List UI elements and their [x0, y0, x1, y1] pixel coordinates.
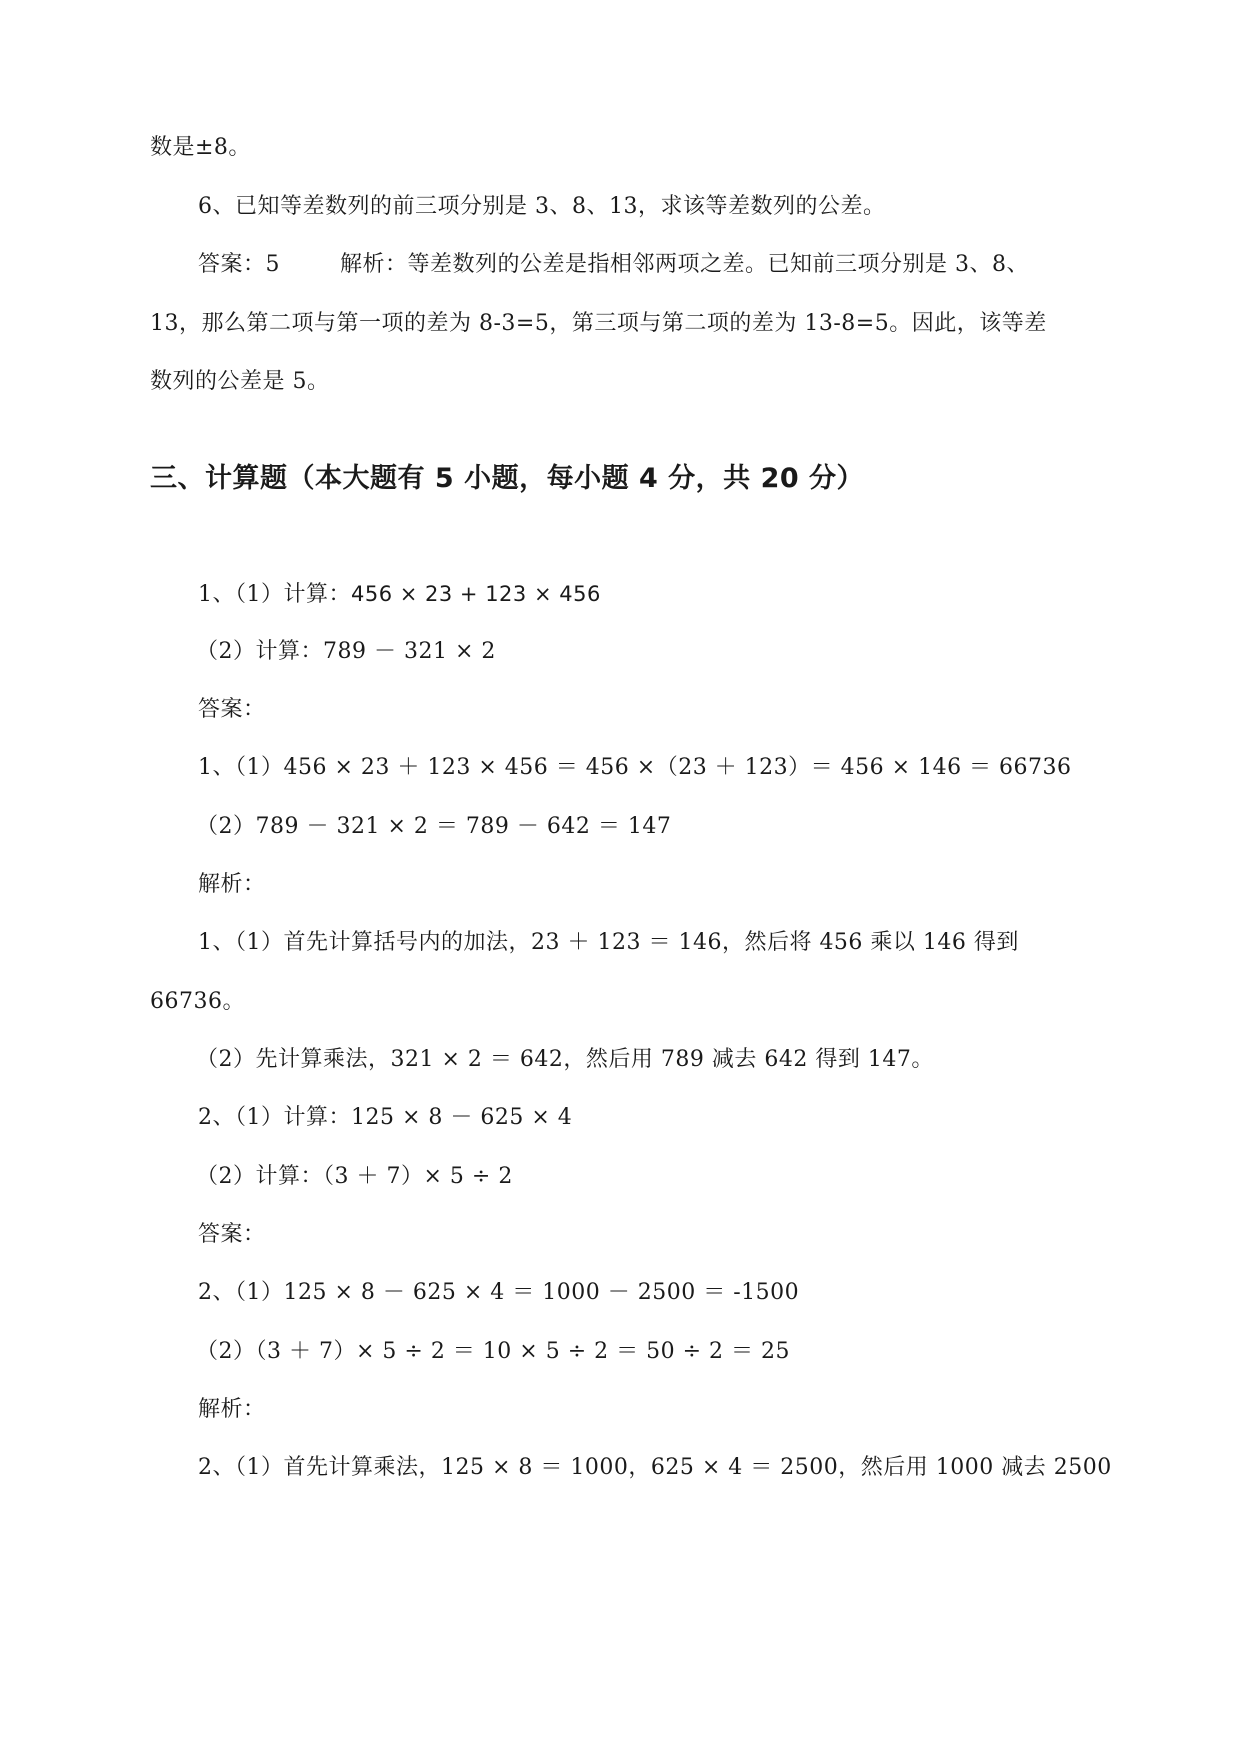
question-1-part-1-expression: 456 × 23 + 123 × 456 — [351, 582, 601, 606]
analysis-1-part-2: （2）先计算乘法，321 × 2 ＝ 642，然后用 789 减去 642 得到 147。 — [196, 1047, 934, 1072]
analysis-1-part-1-continued: 66736。 — [150, 989, 245, 1014]
answer-6-line — [198, 250, 1029, 280]
answer-label-2: 答案： — [198, 1222, 266, 1247]
section-3-heading: 三、计算题（本大题有 5 小题，每小题 4 分，共 20 分） — [150, 463, 865, 494]
question-6: 6、已知等差数列的前三项分别是 3、8、13，求该等差数列的公差。 — [198, 194, 886, 219]
answer-1-part-2: （2）789 － 321 × 2 ＝ 789 － 642 ＝ 147 — [196, 814, 672, 839]
answer-2-part-2: （2）（3 ＋ 7）× 5 ÷ 2 ＝ 10 × 5 ÷ 2 ＝ 50 ÷ 2 ＝ 25 — [196, 1339, 791, 1364]
question-2-part-2: （2）计算：（3 ＋ 7）× 5 ÷ 2 — [196, 1164, 513, 1189]
analysis-6-start: 解析：等差数列的公差是指相邻两项之差。已知前三项分别是 3、8、 — [340, 252, 1029, 277]
question-2-part-1: 2、（1）计算：125 × 8 － 625 × 4 — [198, 1105, 573, 1130]
analysis-2-part-1: 2、（1）首先计算乘法，125 × 8 ＝ 1000，625 × 4 ＝ 2500，然后用 1000 减去 2500 — [198, 1455, 1112, 1480]
question-1-part-1 — [198, 579, 601, 610]
analysis-label-2: 解析： — [198, 1397, 266, 1422]
analysis-label: 解析： — [198, 872, 266, 897]
analysis-6-continued: 13，那么第二项与第一项的差为 8-3=5，第三项与第二项的差为 13-8=5。因此，该等差 — [150, 311, 1047, 336]
question-1-part-2: （2）计算：789 － 321 × 2 — [196, 639, 496, 664]
answer-label: 答案： — [198, 697, 266, 722]
question-1-part-1-label: 1、（1）计算： — [198, 582, 351, 607]
answer-1-part-1: 1、（1）456 × 23 ＋ 123 × 456 ＝ 456 ×（23 ＋ 123）＝ 456 × 146 ＝ 66736 — [198, 755, 1072, 780]
analysis-1-part-1: 1、（1）首先计算括号内的加法，23 ＋ 123 ＝ 146，然后将 456 乘以 146 得到 — [198, 930, 1019, 955]
answer-2-part-1: 2、（1）125 × 8 － 625 × 4 ＝ 1000 － 2500 ＝ -1500 — [198, 1280, 800, 1305]
analysis-6-end: 数列的公差是 5。 — [150, 369, 330, 394]
paragraph-line: 数是±8。 — [150, 135, 251, 160]
answer-6: 答案：5 — [198, 252, 280, 277]
